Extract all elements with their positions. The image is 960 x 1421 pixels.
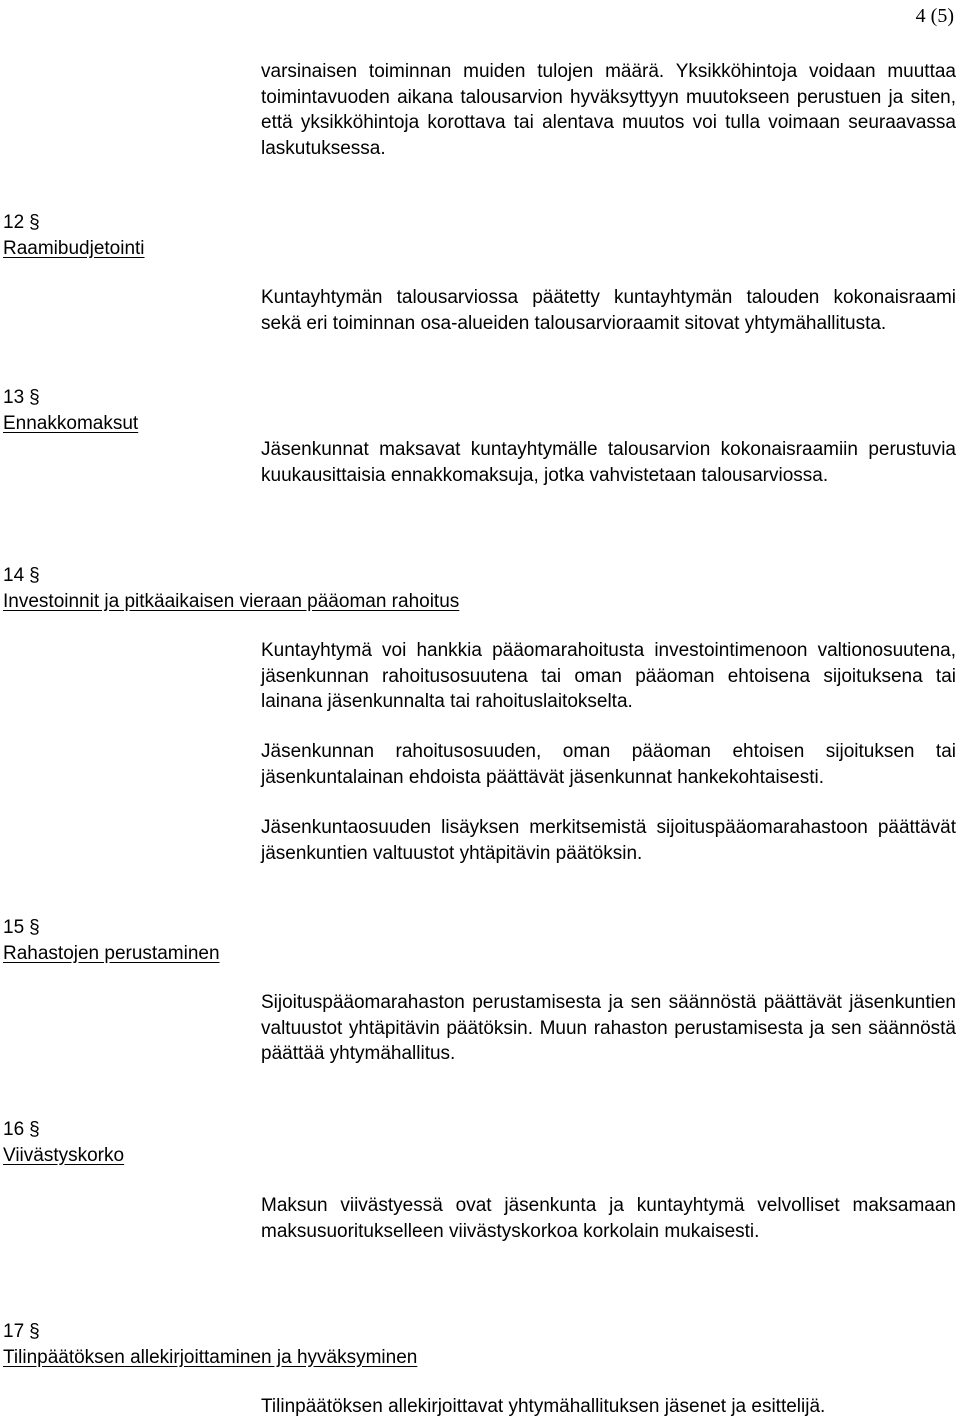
section-symbol: § — [29, 387, 40, 408]
section-title: Viivästyskorko — [3, 1144, 125, 1166]
section-number: 12 — [3, 212, 25, 233]
section-symbol: § — [29, 917, 40, 938]
section-symbol: § — [29, 212, 40, 233]
section-14-paragraph-3: Jäsenkuntaosuuden lisäyksen merkitsemistä sijoituspääomarahastoon päättävät jäsenkuntien valtuustot yhtäpitävin päätöksin. — [261, 817, 956, 864]
section-14-paragraph-1: Kuntayhtymä voi hankkia pääomarahoitusta investointimenoon valtionosuutena, jäsenkunnan rahoitusosuutena tai oman pääoman ehtoisena sijoituksena tai lainana jäsenkunnalta tai rahoituslaitokselta. — [261, 640, 956, 712]
section-15-number-line — [3, 915, 220, 941]
section-12-paragraph: Kuntayhtymän talousarviossa päätetty kuntayhtymän talouden kokonaisraami sekä eri toiminnan osa-alueiden talousarvioraamit sitovat yhtymähallitusta. — [261, 287, 956, 334]
section-symbol: § — [29, 565, 40, 586]
section-12-number-line — [3, 210, 145, 236]
section-13-paragraph: Jäsenkunnat maksavat kuntayhtymälle talousarvion kokonaisraamiin perustuvia kuukausittaisia ennakkomaksuja, jotka vahvistetaan talousarviossa. — [261, 439, 956, 486]
intro-paragraph: varsinaisen toiminnan muiden tulojen määrä. Yksikköhintoja voidaan muuttaa toimintavuoden aikana talousarvion hyväksyttyyn muutokseen perustuen ja siten, että yksikköhintoja korottava tai alentava muutos voi tulla voimaan seuraavassa laskutuksessa. — [261, 61, 956, 159]
section-17-paragraph: Tilinpäätöksen allekirjoittavat yhtymähallituksen jäsenet ja esittelijä. — [261, 1396, 826, 1417]
section-title: Raamibudjetointi — [3, 237, 145, 259]
section-13-heading — [3, 385, 138, 436]
section-17-number-line — [3, 1319, 417, 1345]
section-16-heading — [3, 1117, 124, 1168]
section-symbol: § — [29, 1321, 40, 1342]
section-title: Ennakkomaksut — [3, 412, 139, 434]
section-title: Investoinnit ja pitkäaikaisen vieraan pääoman rahoitus — [3, 590, 460, 612]
section-title: Rahastojen perustaminen — [3, 942, 220, 964]
section-14-paragraph-2: Jäsenkunnan rahoitusosuuden, oman pääoman ehtoisen sijoituksen tai jäsenkuntalainan ehdoista päättävät jäsenkunnat hankekohtaisesti. — [261, 741, 956, 788]
section-title: Tilinpäätöksen allekirjoittaminen ja hyväksyminen — [3, 1346, 418, 1368]
section-16-number-line — [3, 1117, 124, 1143]
section-number: 14 — [3, 565, 25, 586]
section-15-paragraph: Sijoituspääomarahaston perustamisesta ja sen säännöstä päättävät jäsenkuntien valtuustot yhtäpitävin päätöksin. Muun rahaston perustamisesta ja sen säännöstä päättää yhtymähallitus. — [261, 992, 956, 1064]
section-12-heading — [3, 210, 145, 261]
section-15-heading — [3, 915, 220, 966]
section-number: 16 — [3, 1119, 25, 1140]
section-17-heading — [3, 1319, 417, 1370]
section-14-heading — [3, 563, 459, 614]
section-number: 15 — [3, 917, 25, 938]
section-16-paragraph: Maksun viivästyessä ovat jäsenkunta ja kuntayhtymä velvolliset maksamaan maksusuoritukselleen viivästyskorkoa korkolain mukaisesti. — [261, 1195, 956, 1242]
section-14-number-line — [3, 563, 459, 589]
section-13-number-line — [3, 385, 138, 411]
section-symbol: § — [29, 1119, 40, 1140]
section-number: 17 — [3, 1321, 25, 1342]
page-number: 4 (5) — [915, 5, 954, 27]
section-number: 13 — [3, 387, 25, 408]
